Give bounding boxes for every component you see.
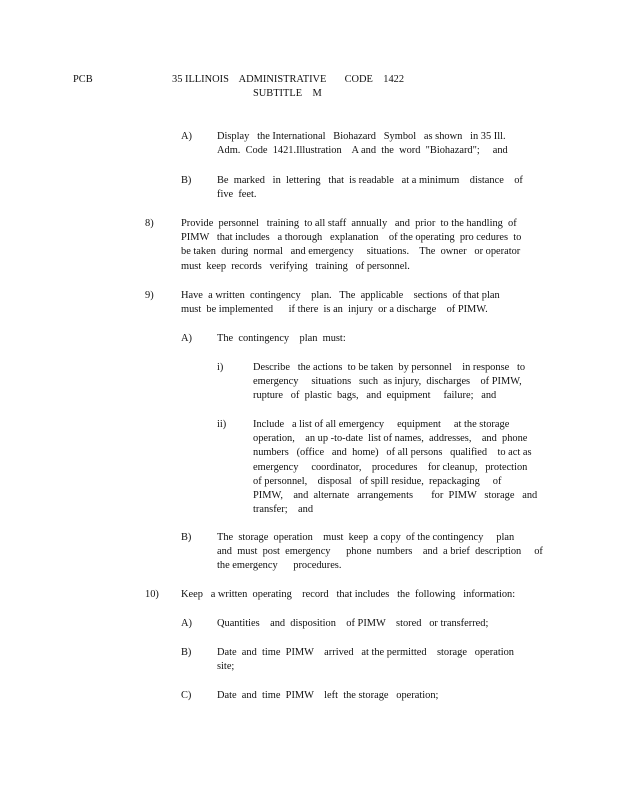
item-text [181,217,541,274]
item-text [181,588,541,602]
item-text [217,689,541,703]
text-line: the emergency procedures. [217,560,342,572]
text-line: Keep a written operating record that includes the following information: [181,589,516,600]
item-number: C) [181,690,192,701]
text-line: Provide personnel training to all staff annually and prior to the handling of [181,218,517,229]
text-line: PIMW, and alternate arrangements for PIMW storage and [253,490,538,502]
text-line: Date and time PIMW arrived at the permitted storage operation [217,647,515,658]
item-number: 8) [145,218,154,229]
text-line: Describe the actions to be taken by personnel in response to [253,362,526,373]
item-text [217,174,541,202]
text-line: Quantities and disposition of PIMW stored or transferred; [217,618,489,629]
item-number: B) [181,175,192,186]
text-line: must keep records verifying training of personnel. [181,260,410,272]
item-number: 9) [145,290,154,301]
text-line: rupture of plastic bags, and equipment failure; and [253,390,497,402]
item-text [253,418,541,517]
item-text [217,646,541,674]
text-line: emergency coordinator, procedures for cleanup, protection [253,461,528,473]
item-text [217,130,541,158]
item-text [217,617,541,631]
text-line: Be marked in lettering that is readable at a minimum distance of [217,175,523,186]
text-line: operation, an up -to-date list of names, addresses, and phone [253,433,528,445]
header-agency: PCB [73,74,93,85]
text-line: site; [217,661,235,673]
text-line: five feet. [217,189,257,201]
item-number: ii) [217,419,227,430]
item-text [217,332,541,346]
text-line: PIMW that includes a thorough explanation of the operating pro cedures to [181,232,522,244]
text-line: emergency situations such as injury, discharges of PIMW, [253,376,522,388]
text-line: The storage operation must keep a copy of the contingency plan [217,532,515,543]
text-line: Include a list of all emergency equipment at the storage [253,419,510,430]
item-text [217,531,541,574]
item-number: i) [217,362,224,373]
text-line: must be implemented if there is an injury or a discharge of PIMW. [181,304,488,316]
item-number: 10) [145,589,159,600]
text-line: transfer; and [253,504,314,516]
item-number: A) [181,333,192,344]
text-line: and must post emergency phone numbers and a brief description of [217,546,543,558]
text-line: The contingency plan must: [217,333,346,344]
text-line: Date and time PIMW left the storage operation; [217,690,439,701]
item-number: A) [181,618,192,629]
text-line: be taken during normal and emergency situations. The owner or operator [181,246,521,258]
text-line: Display the International Biohazard Symbol as shown in 35 Ill. [217,131,506,142]
header-subtitle: SUBTITLE M [253,88,322,99]
text-line: of personnel, disposal of spill residue, repackaging of [253,475,502,487]
text-line: Adm. Code 1421.Illustration A and the word "Biohazard"; and [217,145,508,157]
text-line: Have a written contingency plan. The applicable sections of that plan [181,290,500,301]
text-line: numbers (office and home) of all persons qualified to act as [253,447,532,459]
item-text [253,361,541,404]
header-title: 35 ILLINOIS ADMINISTRATIVE CODE 1422 [172,74,405,85]
item-number: B) [181,647,192,658]
item-number: B) [181,532,192,543]
item-text [181,289,541,317]
item-number: A) [181,131,192,142]
